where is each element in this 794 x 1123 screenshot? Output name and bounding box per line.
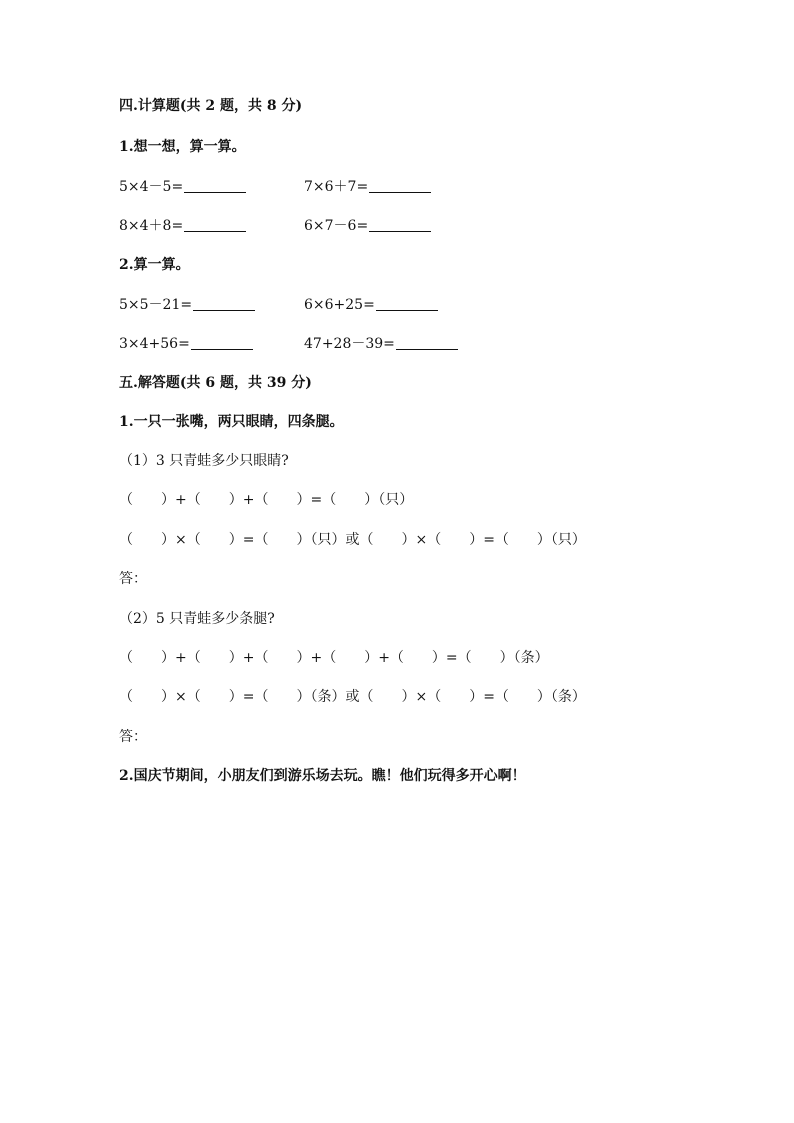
calc-expression: 8×4＋8= [119,218,184,234]
calc-item [119,215,246,236]
answer-blank[interactable] [376,294,438,311]
section4-q2-prompt: 2.算一算。 [119,257,190,273]
calc-item [119,333,253,354]
answer-blank[interactable] [193,294,255,311]
section4-title: 四.计算题(共 2 题，共 8 分) [119,98,303,114]
part1-multiplication-line: （ ）×（ ）=（ ）（只）或（ ）×（ ）=（ ）（只） [119,532,586,548]
part1-addition-line: （ ）+（ ）+（ ）=（ ）（只） [119,492,414,508]
answer-blank[interactable] [191,333,253,350]
answer-blank[interactable] [396,333,458,350]
part2-prompt: （2）5 只青蛙多少条腿? [119,611,275,627]
calc-item [119,176,246,197]
calc-expression: 7×6＋7= [304,179,369,195]
calc-item [304,176,431,197]
answer-blank[interactable] [369,176,431,193]
section4-q1-prompt: 1.想一想，算一算。 [119,139,246,155]
calc-expression: 5×5－21= [119,297,193,313]
part1-prompt: （1）3 只青蛙多少只眼睛? [119,453,289,469]
calc-expression: 3×4+56= [119,336,190,352]
answer-blank[interactable] [184,215,246,232]
calc-expression: 5×4－5= [119,179,184,195]
part2-multiplication-line: （ ）×（ ）=（ ）（条）或（ ）×（ ）=（ ）（条） [119,689,586,705]
answer-blank[interactable] [369,215,431,232]
part1-answer-label: 答： [119,571,147,587]
calc-item [304,215,431,236]
calc-expression: 6×6+25= [304,297,375,313]
calc-item [304,294,438,315]
calc-item [304,333,458,354]
answer-blank[interactable] [184,176,246,193]
section5-q2-prompt: 2.国庆节期间，小朋友们到游乐场去玩。瞧！他们玩得多开心啊！ [119,768,526,784]
part2-answer-label: 答： [119,729,147,745]
calc-expression: 47+28－39= [304,336,395,352]
part2-addition-line: （ ）+（ ）+（ ）+（ ）+（ ）=（ ）（条） [119,650,549,666]
calc-item [119,294,255,315]
calc-expression: 6×7－6= [304,218,369,234]
section5-q1-prompt: 1.一只一张嘴，两只眼睛，四条腿。 [119,414,344,430]
section5-title: 五.解答题(共 6 题，共 39 分) [119,375,312,391]
